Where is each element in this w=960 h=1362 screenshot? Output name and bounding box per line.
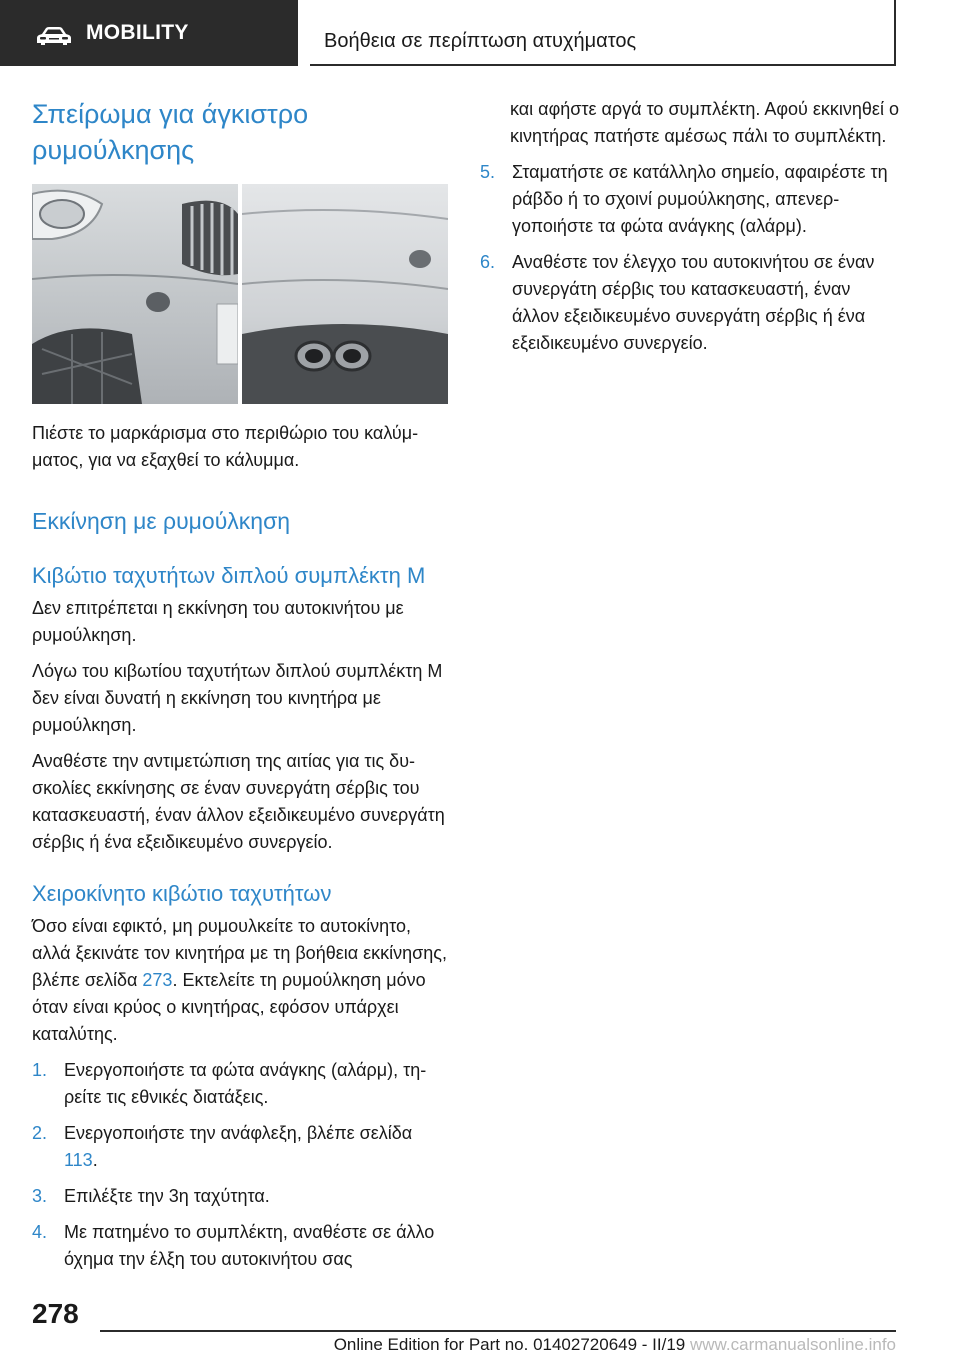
step-number: 5. (480, 162, 496, 182)
dct-paragraph-3: Αναθέστε την αντιμετώπιση της αιτίας για τις δυσκολίες εκκίνησης σε έναν συνεργάτη σέρβις του κατασκευαστή, έναν άλλον εξειδικευμένο συνεργάτη σέρβις ή ένα εξειδικευμένο συνεργείο. (32, 751, 445, 852)
list-item (480, 159, 900, 240)
list-item (480, 249, 900, 357)
figure-caption: Πιέστε το μαρκάρισμα στο περιθώριο του καλύμματος, για να εξαχθεί το κάλυμμα. (32, 423, 419, 470)
chapter-box (310, 0, 896, 66)
front-bumper-image (32, 184, 238, 404)
page-header (0, 0, 960, 66)
subheading-dual-clutch: Κιβώτιο ταχυτήτων διπλού συμπλέκτη M (32, 563, 426, 588)
page-link-273[interactable]: 273 (142, 970, 173, 990)
section-tab (0, 0, 298, 66)
step-text: Αναθέστε τον έλεγχο του αυτοκινήτου σε έναν συνεργάτη σέρβις του κατασκευαστή, έναν άλλον εξειδικευμένο συνεργάτη σέρβις ή ένα εξειδικευμένο συνεργείο. (512, 252, 875, 353)
car-icon (36, 26, 72, 46)
step-text: Επιλέξτε την 3η ταχύτητα. (64, 1186, 270, 1206)
section-title: MOBILITY (86, 21, 189, 44)
manual-text-part: Όσο είναι εφικτό, μη ρυμουλκείτε το αυτοκίνητο, αλλά ξεκινάτε τον κινητήρα με τη βοήθεια εκκίνησης, βλέπε σελίδα (32, 916, 447, 990)
subheading-manual-gearbox: Χειροκίνητο κιβώτιο ταχυτήτων (32, 881, 332, 906)
list-item (32, 1057, 450, 1111)
step-text: . (92, 1150, 98, 1170)
page-number: 278 (32, 1298, 79, 1329)
step-text: Σταματήστε σε κατάλληλο σημείο, αφαιρέστε τη ράβδο ή το σχοινί ρυμούλκησης, απενεργοποιήστε τα φώτα ανάγκης (αλάρμ). (512, 162, 888, 236)
step-number: 4. (32, 1222, 48, 1242)
watermark-text[interactable]: www.carmanualsonline.info (690, 1335, 896, 1354)
list-item (32, 1219, 450, 1273)
step-text: Με πατημένο το συμπλέκτη, αναθέστε σε άλλο όχημα την έλξη του αυτοκινήτου σας (64, 1222, 435, 1269)
list-item (32, 1183, 450, 1210)
heading-tow-hook-thread: Σπείρωμα για άγκιστρο ρυμούλκησης (32, 99, 309, 165)
list-item (32, 1120, 450, 1174)
edition-text: Online Edition for Part no. 01402720649 - II/19 (333, 1335, 686, 1354)
left-column (32, 96, 450, 1273)
step-number: 3. (32, 1186, 48, 1206)
heading-tow-start: Εκκίνηση με ρυμούλκηση (32, 508, 291, 534)
step-number: 6. (480, 252, 496, 272)
dct-paragraph-1: Δεν επιτρέπεται η εκκίνηση του αυτοκινήτου με ρυμούλκηση. (32, 598, 404, 645)
step-number: 2. (32, 1123, 48, 1143)
towing-steps-list-continued (480, 159, 900, 357)
chapter-title: Βοήθεια σε περίπτωση ατυχήματος (324, 30, 637, 52)
right-column (480, 96, 900, 357)
step-number: 1. (32, 1060, 48, 1080)
manual-paragraph-1 (32, 913, 450, 1048)
footer-rule (100, 1330, 896, 1332)
page-link-113[interactable]: 113 (64, 1150, 93, 1170)
bumper-figure (32, 184, 448, 404)
dct-paragraph-2: Λόγω του κιβωτίου ταχυτήτων διπλού συμπλέκτη M δεν είναι δυνατή η εκκίνηση του κινητήρα με ρυμούλκηση. (32, 661, 443, 735)
footer-edition (100, 1335, 896, 1355)
towing-steps-list (32, 1057, 450, 1273)
manual-text-part: . Εκτελείτε τη ρυμούλκηση μόνο όταν είναι κρύος ο κινητήρας, εφόσον υπάρχει καταλύτης. (32, 970, 426, 1044)
step-4-continued: και αφήστε αργά το συμπλέκτη. Αφού εκκινηθεί ο κινητήρας πατήστε αμέσως πάλι το συμπλέκτη. (510, 99, 899, 146)
step-text: Ενεργοποιήστε τα φώτα ανάγκης (αλάρμ), τηρείτε τις εθνικές διατάξεις. (64, 1060, 427, 1107)
step-text: Ενεργοποιήστε την ανάφλεξη, βλέπε σελίδα (64, 1123, 413, 1143)
rear-bumper-image (242, 184, 448, 404)
